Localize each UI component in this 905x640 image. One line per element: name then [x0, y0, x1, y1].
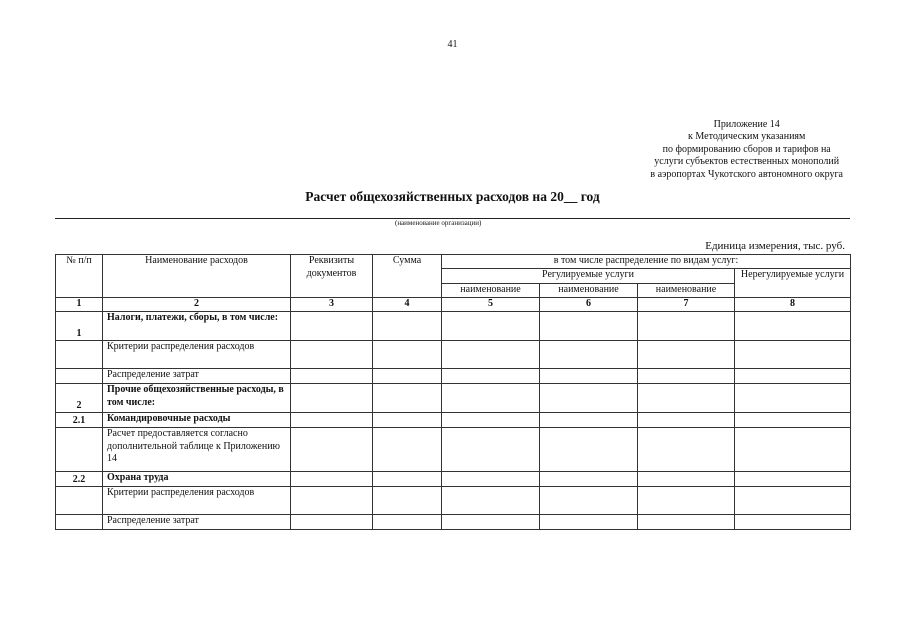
row-expense-name: Расчет предоставляется согласно дополнительной таблице к Приложению 14: [103, 428, 291, 472]
header-name: Наименование расходов: [103, 255, 291, 298]
table-cell[interactable]: [638, 515, 735, 530]
table-row: [56, 369, 851, 384]
table-cell[interactable]: [291, 312, 373, 341]
table-cell[interactable]: [442, 515, 540, 530]
document-title: Расчет общехозяйственных расходов на 20__ год: [305, 189, 600, 204]
table-cell[interactable]: [735, 428, 851, 472]
table-row: [56, 413, 851, 428]
table-cell[interactable]: [373, 428, 442, 472]
table-row: [56, 341, 851, 369]
table-cell[interactable]: [442, 413, 540, 428]
table-cell[interactable]: [442, 384, 540, 413]
table-cell[interactable]: [735, 487, 851, 515]
row-number: 2.1: [56, 413, 103, 428]
table-cell[interactable]: [291, 487, 373, 515]
appendix-line: Приложение 14: [713, 119, 780, 130]
table-cell[interactable]: [735, 413, 851, 428]
organization-caption: (наименование организации): [395, 219, 482, 227]
column-number: 3: [291, 298, 373, 312]
page-number: 41: [447, 39, 458, 50]
table-cell[interactable]: [735, 472, 851, 487]
table-cell[interactable]: [540, 413, 638, 428]
header-service-name: наименование: [638, 284, 735, 298]
table-cell[interactable]: [638, 384, 735, 413]
table-cell[interactable]: [373, 515, 442, 530]
table-row: [56, 515, 851, 530]
table-cell[interactable]: [540, 428, 638, 472]
column-number: 8: [735, 298, 851, 312]
row-expense-name: Распределение затрат: [103, 369, 291, 384]
column-number: 2: [103, 298, 291, 312]
header-sum: Сумма: [373, 255, 442, 298]
table-cell[interactable]: [442, 312, 540, 341]
column-number: 4: [373, 298, 442, 312]
header-service-name: наименование: [540, 284, 638, 298]
row-number: 1: [56, 312, 103, 341]
table-cell[interactable]: [735, 341, 851, 369]
row-number: 2: [56, 384, 103, 413]
row-number: 2.2: [56, 472, 103, 487]
column-numbers-row: [56, 298, 851, 312]
table-cell[interactable]: [442, 472, 540, 487]
table-cell[interactable]: [540, 341, 638, 369]
table-cell[interactable]: [540, 487, 638, 515]
row-expense-name: Распределение затрат: [103, 515, 291, 530]
table-cell[interactable]: [540, 472, 638, 487]
table-cell[interactable]: [291, 413, 373, 428]
table-cell[interactable]: [442, 487, 540, 515]
table-cell[interactable]: [291, 369, 373, 384]
appendix-line: к Методическим указаниям: [688, 131, 806, 143]
table-cell[interactable]: [540, 515, 638, 530]
table-cell[interactable]: [638, 312, 735, 341]
table-cell[interactable]: [373, 472, 442, 487]
table-cell[interactable]: [291, 428, 373, 472]
table-row: [56, 312, 851, 341]
table-cell[interactable]: [638, 369, 735, 384]
column-number: 7: [638, 298, 735, 312]
table-cell[interactable]: [373, 312, 442, 341]
table-cell[interactable]: [373, 384, 442, 413]
table-cell[interactable]: [373, 413, 442, 428]
table-body: [56, 312, 851, 530]
column-number: 5: [442, 298, 540, 312]
table-cell[interactable]: [735, 369, 851, 384]
header-regulated: Регулируемые услуги: [442, 269, 735, 284]
header-unregulated: Нерегулируемые услуги: [735, 269, 851, 298]
appendix-line: в аэропортах Чукотского автономного округа: [650, 168, 843, 180]
table-cell[interactable]: [373, 341, 442, 369]
table-cell[interactable]: [373, 487, 442, 515]
table-cell[interactable]: [540, 312, 638, 341]
table-cell[interactable]: [540, 384, 638, 413]
table-cell[interactable]: [442, 428, 540, 472]
table-row: [56, 428, 851, 472]
header-distribution: в том числе распределение по видам услуг:: [442, 255, 851, 269]
header-num: № п/п: [56, 255, 103, 298]
row-expense-name: Прочие общехозяйственные расходы, в том числе:: [103, 384, 291, 413]
table-cell[interactable]: [638, 413, 735, 428]
row-number: [56, 428, 103, 472]
unit-of-measure: Единица измерения, тыс. руб.: [705, 240, 845, 252]
table-cell[interactable]: [638, 487, 735, 515]
row-expense-name: Охрана труда: [103, 472, 291, 487]
row-expense-name: Налоги, платежи, сборы, в том числе:: [103, 312, 291, 341]
header-requisites: Реквизиты документов: [291, 255, 373, 298]
table-cell[interactable]: [638, 341, 735, 369]
row-expense-name: Критерии распределения расходов: [103, 487, 291, 515]
table-row: [56, 487, 851, 515]
row-number: [56, 341, 103, 369]
table-cell[interactable]: [540, 369, 638, 384]
table-cell[interactable]: [735, 515, 851, 530]
table-cell[interactable]: [291, 472, 373, 487]
table-cell[interactable]: [291, 341, 373, 369]
table-cell[interactable]: [291, 384, 373, 413]
appendix-header: [650, 119, 843, 181]
table-cell[interactable]: [638, 428, 735, 472]
table-cell[interactable]: [442, 341, 540, 369]
appendix-line: по формированию сборов и тарифов на: [662, 143, 831, 155]
table-cell[interactable]: [735, 384, 851, 413]
table-row: [56, 472, 851, 487]
row-number: [56, 515, 103, 530]
table-cell[interactable]: [373, 369, 442, 384]
row-expense-name: Командировочные расходы: [103, 413, 291, 428]
row-number: [56, 487, 103, 515]
table-cell[interactable]: [291, 515, 373, 530]
table-cell[interactable]: [442, 369, 540, 384]
column-number: 1: [56, 298, 103, 312]
table-cell[interactable]: [638, 472, 735, 487]
column-number: 6: [540, 298, 638, 312]
table-cell[interactable]: [735, 312, 851, 341]
expenses-table: [55, 254, 851, 530]
header-service-name: наименование: [442, 284, 540, 298]
appendix-line: услуги субъектов естественных монополий: [654, 156, 840, 168]
table-row: [56, 384, 851, 413]
row-expense-name: Критерии распределения расходов: [103, 341, 291, 369]
row-number: [56, 369, 103, 384]
